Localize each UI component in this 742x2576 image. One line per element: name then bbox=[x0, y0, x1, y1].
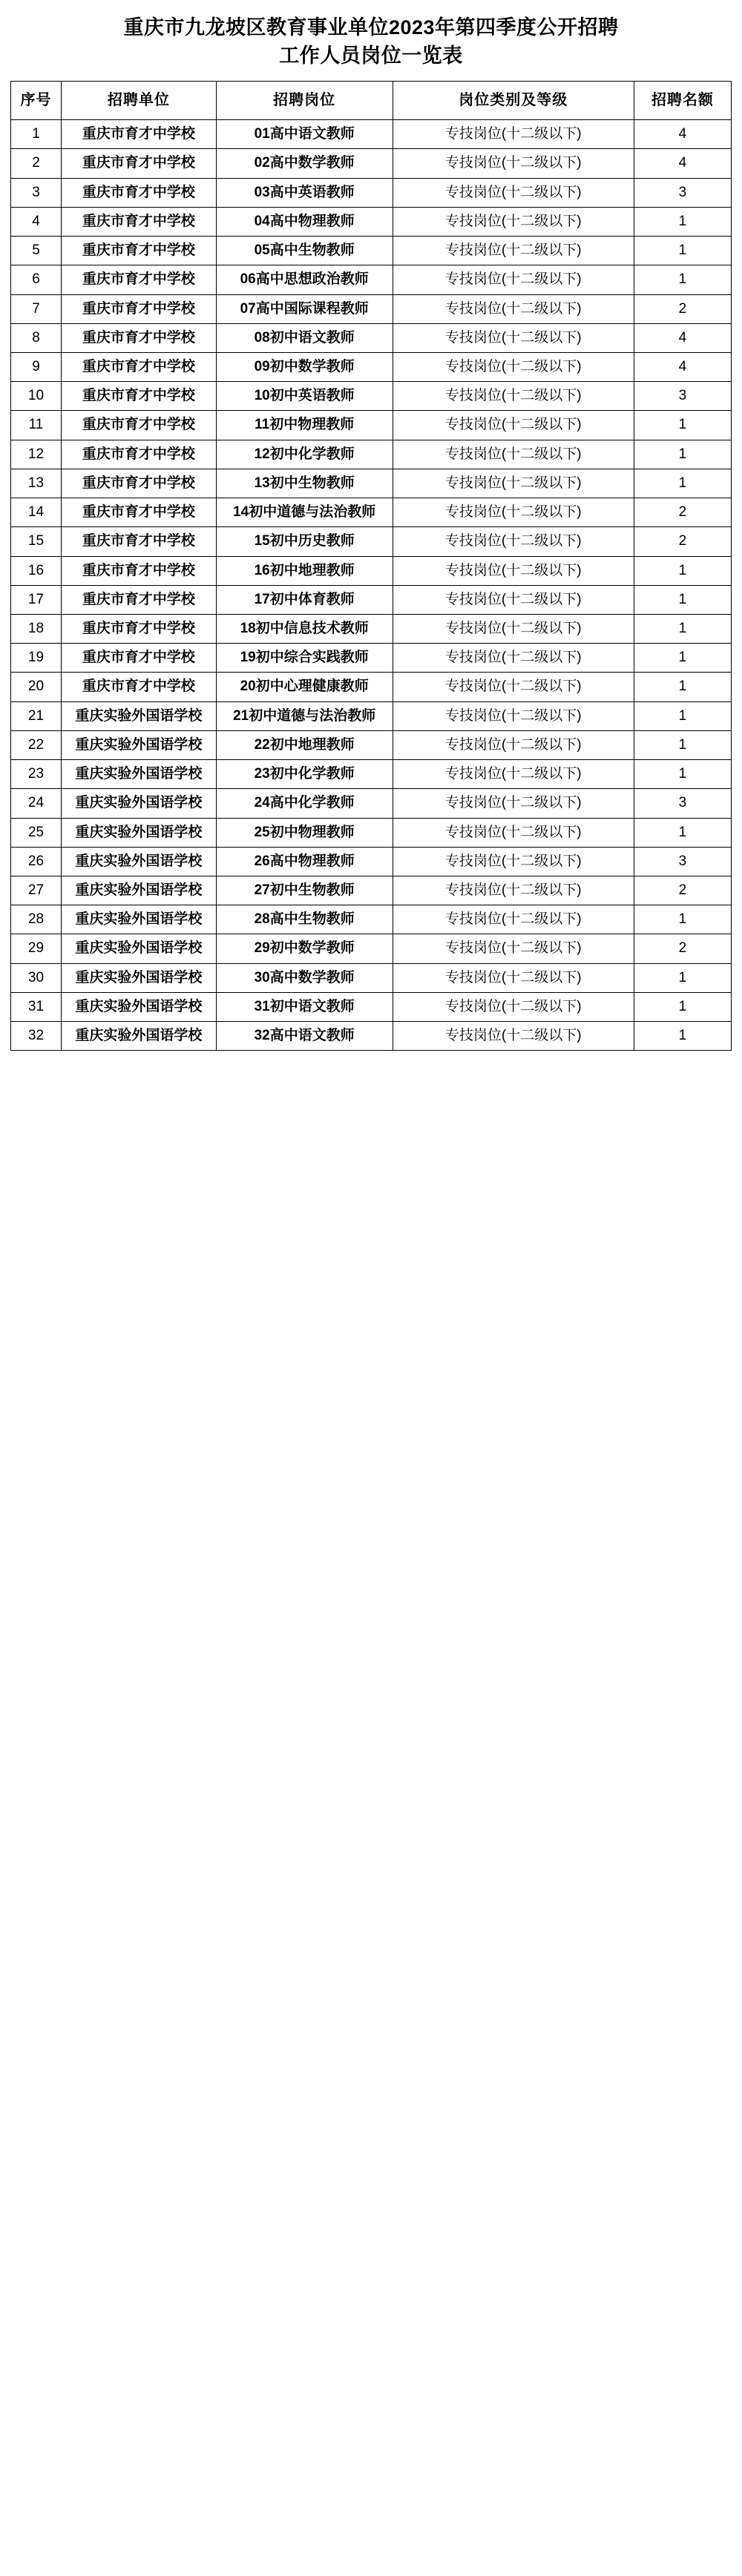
cell-unit: 重庆市育才中学校 bbox=[61, 207, 216, 236]
cell-quota: 1 bbox=[634, 411, 731, 440]
cell-unit: 重庆市育才中学校 bbox=[61, 440, 216, 469]
cell-quota: 2 bbox=[634, 498, 731, 527]
cell-unit: 重庆市育才中学校 bbox=[61, 237, 216, 265]
cell-category: 专技岗位(十二级以下) bbox=[393, 963, 634, 992]
cell-unit: 重庆市育才中学校 bbox=[61, 644, 216, 673]
cell-unit: 重庆实验外国语学校 bbox=[61, 876, 216, 905]
table-row bbox=[11, 963, 732, 992]
cell-category: 专技岗位(十二级以下) bbox=[393, 585, 634, 614]
page-title-line-2: 工作人员岗位一览表 bbox=[279, 44, 463, 67]
cell-category: 专技岗位(十二级以下) bbox=[393, 905, 634, 934]
cell-index: 28 bbox=[11, 905, 62, 934]
cell-quota: 1 bbox=[634, 469, 731, 498]
cell-quota: 2 bbox=[634, 294, 731, 323]
cell-index: 22 bbox=[11, 730, 62, 759]
cell-post: 16初中地理教师 bbox=[216, 556, 393, 585]
cell-post: 27初中生物教师 bbox=[216, 876, 393, 905]
cell-post: 25初中物理教师 bbox=[216, 818, 393, 847]
table-row bbox=[11, 730, 732, 759]
cell-index: 13 bbox=[11, 469, 62, 498]
cell-quota: 1 bbox=[634, 963, 731, 992]
table-body bbox=[11, 120, 732, 1051]
cell-post: 01高中语文教师 bbox=[216, 120, 393, 149]
cell-category: 专技岗位(十二级以下) bbox=[393, 207, 634, 236]
cell-unit: 重庆市育才中学校 bbox=[61, 527, 216, 556]
cell-category: 专技岗位(十二级以下) bbox=[393, 876, 634, 905]
cell-index: 25 bbox=[11, 818, 62, 847]
cell-category: 专技岗位(十二级以下) bbox=[393, 323, 634, 352]
cell-category: 专技岗位(十二级以下) bbox=[393, 353, 634, 382]
cell-quota: 1 bbox=[634, 207, 731, 236]
cell-index: 32 bbox=[11, 1022, 62, 1051]
cell-unit: 重庆市育才中学校 bbox=[61, 294, 216, 323]
cell-post: 04高中物理教师 bbox=[216, 207, 393, 236]
cell-index: 15 bbox=[11, 527, 62, 556]
table-row bbox=[11, 585, 732, 614]
table-row bbox=[11, 644, 732, 673]
cell-post: 08初中语文教师 bbox=[216, 323, 393, 352]
cell-post: 24高中化学教师 bbox=[216, 789, 393, 818]
cell-category: 专技岗位(十二级以下) bbox=[393, 527, 634, 556]
cell-post: 30高中数学教师 bbox=[216, 963, 393, 992]
cell-category: 专技岗位(十二级以下) bbox=[393, 498, 634, 527]
cell-category: 专技岗位(十二级以下) bbox=[393, 120, 634, 149]
cell-post: 28高中生物教师 bbox=[216, 905, 393, 934]
cell-quota: 1 bbox=[634, 673, 731, 701]
cell-index: 29 bbox=[11, 934, 62, 963]
cell-post: 11初中物理教师 bbox=[216, 411, 393, 440]
cell-category: 专技岗位(十二级以下) bbox=[393, 701, 634, 730]
table-row bbox=[11, 556, 732, 585]
cell-post: 12初中化学教师 bbox=[216, 440, 393, 469]
cell-post: 09初中数学教师 bbox=[216, 353, 393, 382]
cell-unit: 重庆实验外国语学校 bbox=[61, 847, 216, 876]
table-row bbox=[11, 120, 732, 149]
table-row bbox=[11, 818, 732, 847]
cell-index: 7 bbox=[11, 294, 62, 323]
cell-index: 4 bbox=[11, 207, 62, 236]
cell-quota: 1 bbox=[634, 237, 731, 265]
table-row bbox=[11, 701, 732, 730]
cell-category: 专技岗位(十二级以下) bbox=[393, 1022, 634, 1051]
cell-post: 31初中语文教师 bbox=[216, 992, 393, 1021]
cell-post: 02高中数学教师 bbox=[216, 149, 393, 178]
cell-unit: 重庆市育才中学校 bbox=[61, 411, 216, 440]
cell-index: 19 bbox=[11, 644, 62, 673]
cell-post: 15初中历史教师 bbox=[216, 527, 393, 556]
cell-unit: 重庆市育才中学校 bbox=[61, 498, 216, 527]
cell-quota: 1 bbox=[634, 730, 731, 759]
cell-quota: 1 bbox=[634, 440, 731, 469]
table-row bbox=[11, 1022, 732, 1051]
table-row bbox=[11, 294, 732, 323]
cell-index: 12 bbox=[11, 440, 62, 469]
table-row bbox=[11, 382, 732, 411]
cell-quota: 2 bbox=[634, 527, 731, 556]
cell-index: 14 bbox=[11, 498, 62, 527]
cell-index: 27 bbox=[11, 876, 62, 905]
cell-category: 专技岗位(十二级以下) bbox=[393, 614, 634, 643]
column-header-quota: 招聘名额 bbox=[634, 81, 731, 120]
cell-post: 20初中心理健康教师 bbox=[216, 673, 393, 701]
table-row bbox=[11, 178, 732, 207]
cell-quota: 3 bbox=[634, 382, 731, 411]
cell-category: 专技岗位(十二级以下) bbox=[393, 178, 634, 207]
table-row bbox=[11, 469, 732, 498]
table-row bbox=[11, 237, 732, 265]
cell-category: 专技岗位(十二级以下) bbox=[393, 673, 634, 701]
cell-category: 专技岗位(十二级以下) bbox=[393, 934, 634, 963]
cell-index: 6 bbox=[11, 265, 62, 294]
table-row bbox=[11, 527, 732, 556]
cell-category: 专技岗位(十二级以下) bbox=[393, 730, 634, 759]
table-row bbox=[11, 411, 732, 440]
cell-index: 31 bbox=[11, 992, 62, 1021]
cell-index: 11 bbox=[11, 411, 62, 440]
cell-unit: 重庆实验外国语学校 bbox=[61, 789, 216, 818]
cell-unit: 重庆市育才中学校 bbox=[61, 382, 216, 411]
cell-unit: 重庆市育才中学校 bbox=[61, 178, 216, 207]
cell-index: 3 bbox=[11, 178, 62, 207]
table-row bbox=[11, 847, 732, 876]
cell-category: 专技岗位(十二级以下) bbox=[393, 469, 634, 498]
cell-unit: 重庆市育才中学校 bbox=[61, 673, 216, 701]
cell-quota: 1 bbox=[634, 265, 731, 294]
cell-post: 05高中生物教师 bbox=[216, 237, 393, 265]
cell-unit: 重庆市育才中学校 bbox=[61, 149, 216, 178]
cell-unit: 重庆实验外国语学校 bbox=[61, 992, 216, 1021]
cell-index: 2 bbox=[11, 149, 62, 178]
cell-post: 21初中道德与法治教师 bbox=[216, 701, 393, 730]
table-row bbox=[11, 876, 732, 905]
cell-post: 19初中综合实践教师 bbox=[216, 644, 393, 673]
cell-unit: 重庆市育才中学校 bbox=[61, 265, 216, 294]
cell-quota: 2 bbox=[634, 876, 731, 905]
cell-unit: 重庆市育才中学校 bbox=[61, 614, 216, 643]
table-row bbox=[11, 498, 732, 527]
cell-category: 专技岗位(十二级以下) bbox=[393, 440, 634, 469]
table-row bbox=[11, 992, 732, 1021]
cell-unit: 重庆市育才中学校 bbox=[61, 353, 216, 382]
table-row bbox=[11, 760, 732, 789]
table-row bbox=[11, 323, 732, 352]
table-row bbox=[11, 905, 732, 934]
table-row bbox=[11, 673, 732, 701]
recruitment-positions-table bbox=[10, 81, 732, 1051]
cell-quota: 1 bbox=[634, 1022, 731, 1051]
cell-quota: 4 bbox=[634, 149, 731, 178]
cell-quota: 1 bbox=[634, 992, 731, 1021]
table-row bbox=[11, 614, 732, 643]
cell-category: 专技岗位(十二级以下) bbox=[393, 411, 634, 440]
cell-quota: 4 bbox=[634, 120, 731, 149]
cell-quota: 1 bbox=[634, 818, 731, 847]
cell-category: 专技岗位(十二级以下) bbox=[393, 789, 634, 818]
cell-post: 29初中数学教师 bbox=[216, 934, 393, 963]
cell-index: 21 bbox=[11, 701, 62, 730]
cell-unit: 重庆市育才中学校 bbox=[61, 556, 216, 585]
cell-index: 17 bbox=[11, 585, 62, 614]
cell-index: 1 bbox=[11, 120, 62, 149]
cell-quota: 1 bbox=[634, 644, 731, 673]
cell-index: 5 bbox=[11, 237, 62, 265]
cell-post: 26高中物理教师 bbox=[216, 847, 393, 876]
cell-category: 专技岗位(十二级以下) bbox=[393, 556, 634, 585]
cell-index: 24 bbox=[11, 789, 62, 818]
cell-unit: 重庆市育才中学校 bbox=[61, 585, 216, 614]
table-row bbox=[11, 265, 732, 294]
cell-post: 23初中化学教师 bbox=[216, 760, 393, 789]
cell-post: 03高中英语教师 bbox=[216, 178, 393, 207]
cell-index: 30 bbox=[11, 963, 62, 992]
cell-post: 07高中国际课程教师 bbox=[216, 294, 393, 323]
cell-index: 8 bbox=[11, 323, 62, 352]
cell-quota: 3 bbox=[634, 789, 731, 818]
cell-category: 专技岗位(十二级以下) bbox=[393, 818, 634, 847]
cell-category: 专技岗位(十二级以下) bbox=[393, 382, 634, 411]
cell-unit: 重庆实验外国语学校 bbox=[61, 760, 216, 789]
cell-post: 22初中地理教师 bbox=[216, 730, 393, 759]
cell-category: 专技岗位(十二级以下) bbox=[393, 294, 634, 323]
cell-unit: 重庆市育才中学校 bbox=[61, 323, 216, 352]
cell-quota: 1 bbox=[634, 614, 731, 643]
cell-unit: 重庆实验外国语学校 bbox=[61, 730, 216, 759]
cell-index: 18 bbox=[11, 614, 62, 643]
cell-index: 26 bbox=[11, 847, 62, 876]
table-row bbox=[11, 207, 732, 236]
cell-category: 专技岗位(十二级以下) bbox=[393, 644, 634, 673]
cell-quota: 1 bbox=[634, 585, 731, 614]
column-header-index: 序号 bbox=[11, 81, 62, 120]
document-page bbox=[0, 0, 742, 1058]
page-title bbox=[10, 13, 732, 70]
cell-category: 专技岗位(十二级以下) bbox=[393, 149, 634, 178]
cell-quota: 4 bbox=[634, 323, 731, 352]
cell-post: 14初中道德与法治教师 bbox=[216, 498, 393, 527]
column-header-unit: 招聘单位 bbox=[61, 81, 216, 120]
cell-index: 23 bbox=[11, 760, 62, 789]
cell-quota: 1 bbox=[634, 701, 731, 730]
table-header-row bbox=[11, 81, 732, 120]
cell-index: 9 bbox=[11, 353, 62, 382]
cell-index: 10 bbox=[11, 382, 62, 411]
cell-unit: 重庆实验外国语学校 bbox=[61, 818, 216, 847]
cell-quota: 3 bbox=[634, 178, 731, 207]
cell-post: 10初中英语教师 bbox=[216, 382, 393, 411]
cell-quota: 2 bbox=[634, 934, 731, 963]
table-row bbox=[11, 934, 732, 963]
column-header-post: 招聘岗位 bbox=[216, 81, 393, 120]
cell-unit: 重庆市育才中学校 bbox=[61, 120, 216, 149]
table-row bbox=[11, 353, 732, 382]
cell-unit: 重庆实验外国语学校 bbox=[61, 905, 216, 934]
cell-unit: 重庆实验外国语学校 bbox=[61, 1022, 216, 1051]
cell-category: 专技岗位(十二级以下) bbox=[393, 237, 634, 265]
cell-index: 20 bbox=[11, 673, 62, 701]
cell-post: 13初中生物教师 bbox=[216, 469, 393, 498]
cell-quota: 1 bbox=[634, 760, 731, 789]
cell-unit: 重庆市育才中学校 bbox=[61, 469, 216, 498]
page-title-line-1: 重庆市九龙坡区教育事业单位2023年第四季度公开招聘 bbox=[123, 16, 619, 39]
cell-category: 专技岗位(十二级以下) bbox=[393, 760, 634, 789]
cell-category: 专技岗位(十二级以下) bbox=[393, 992, 634, 1021]
cell-unit: 重庆实验外国语学校 bbox=[61, 701, 216, 730]
cell-quota: 4 bbox=[634, 353, 731, 382]
table-row bbox=[11, 789, 732, 818]
cell-post: 18初中信息技术教师 bbox=[216, 614, 393, 643]
cell-unit: 重庆实验外国语学校 bbox=[61, 934, 216, 963]
cell-unit: 重庆实验外国语学校 bbox=[61, 963, 216, 992]
cell-post: 17初中体育教师 bbox=[216, 585, 393, 614]
cell-post: 06高中思想政治教师 bbox=[216, 265, 393, 294]
cell-category: 专技岗位(十二级以下) bbox=[393, 265, 634, 294]
cell-category: 专技岗位(十二级以下) bbox=[393, 847, 634, 876]
cell-post: 32高中语文教师 bbox=[216, 1022, 393, 1051]
table-row bbox=[11, 149, 732, 178]
cell-index: 16 bbox=[11, 556, 62, 585]
cell-quota: 1 bbox=[634, 905, 731, 934]
cell-quota: 1 bbox=[634, 556, 731, 585]
column-header-category: 岗位类别及等级 bbox=[393, 81, 634, 120]
table-row bbox=[11, 440, 732, 469]
cell-quota: 3 bbox=[634, 847, 731, 876]
table-header bbox=[11, 81, 732, 120]
